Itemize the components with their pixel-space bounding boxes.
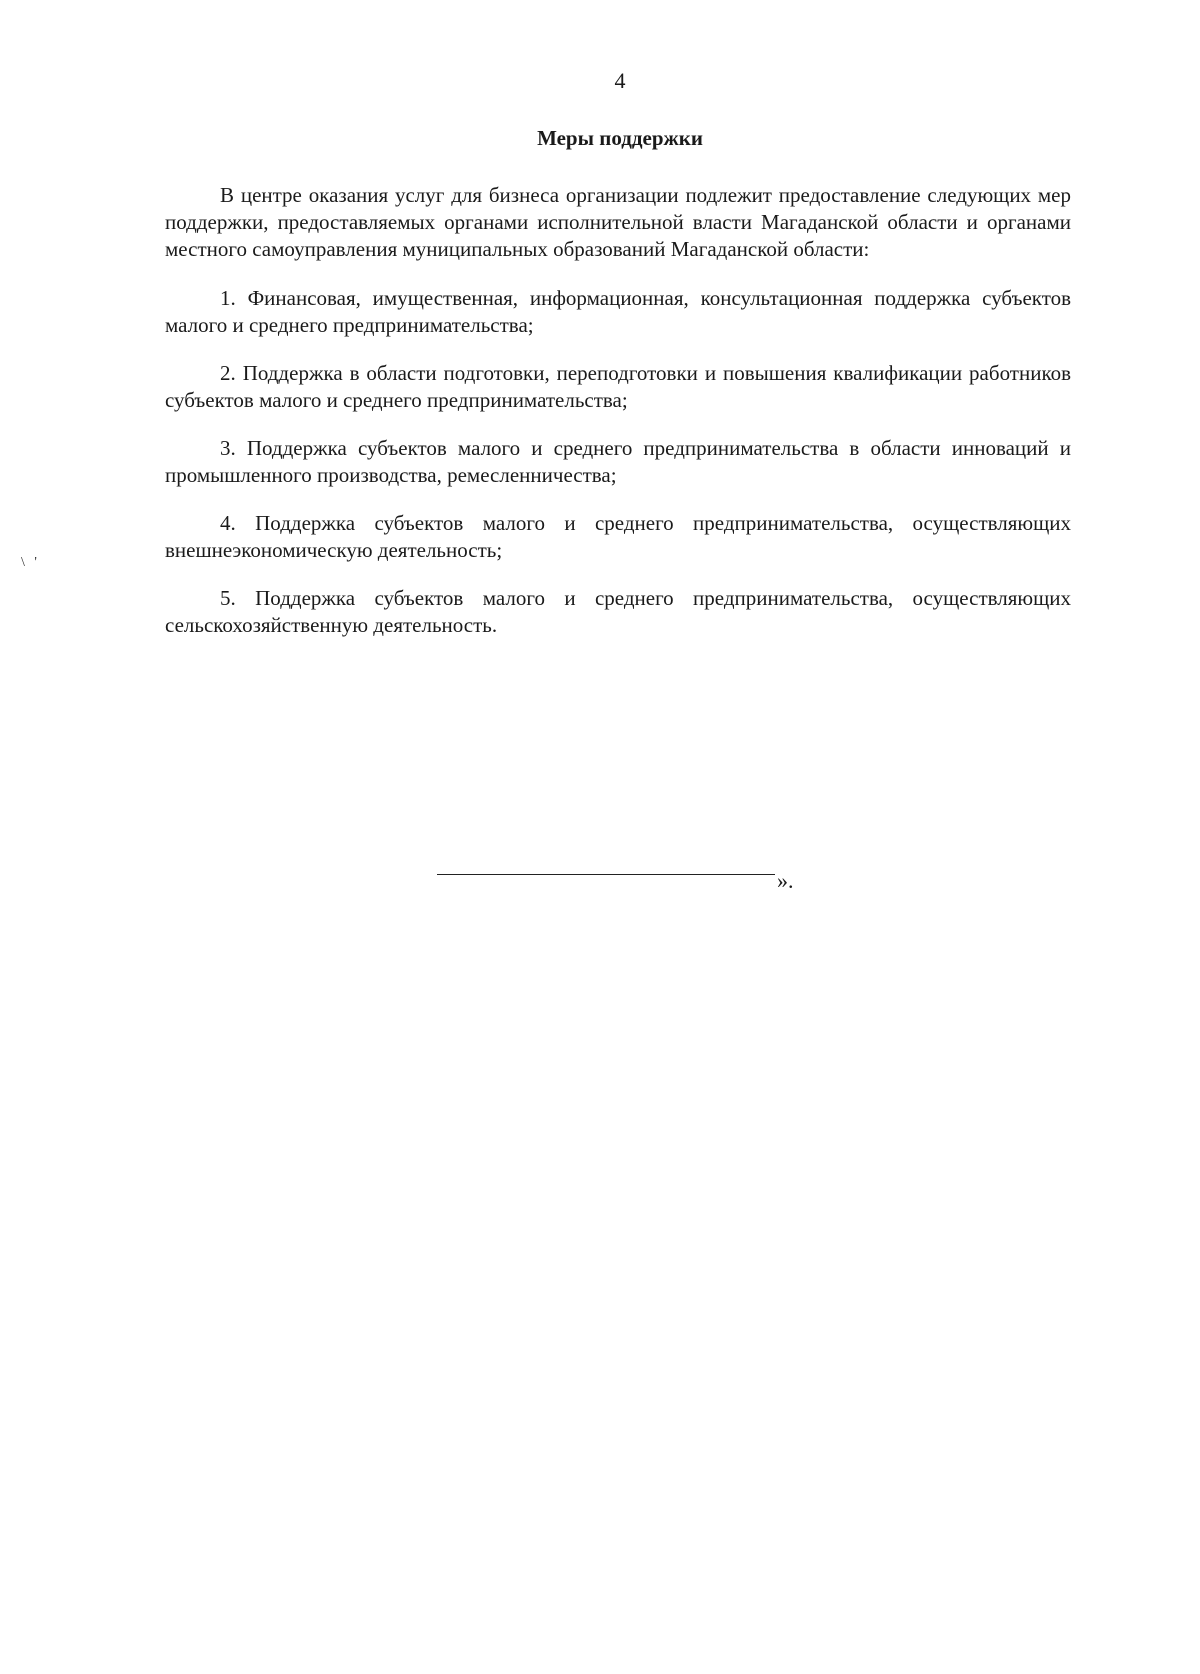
list-item-number: 2. (220, 361, 236, 385)
list-item-text: Поддержка субъектов малого и среднего предпринимательства, осуществляющих внешнеэкономическую деятельность; (165, 511, 1071, 562)
closing-line (437, 873, 775, 875)
list-item-5 (165, 585, 1071, 639)
list-item-3 (165, 435, 1071, 489)
list-item-4 (165, 510, 1071, 564)
scan-margin-mark: \ ' (21, 555, 40, 570)
document-body (165, 182, 1071, 660)
list-item-text: Поддержка субъектов малого и среднего предпринимательства, осуществляющих сельскохозяйственную деятельность. (165, 586, 1071, 637)
list-item-number: 4. (220, 511, 236, 535)
list-item-number: 3. (220, 436, 236, 460)
list-item-text: Поддержка субъектов малого и среднего предпринимательства в области инноваций и промышленного производства, ремесленничества; (165, 436, 1071, 487)
list-item-number: 1. (220, 286, 236, 310)
list-item-2 (165, 360, 1071, 414)
intro-paragraph: В центре оказания услуг для бизнеса организации подлежит предоставление следующих мер поддержки, предоставляемых органами исполнительной власти Магаданской области и органами местного самоуправления муниципальных образований Магаданской области: (165, 183, 1071, 261)
list-item-text: Поддержка в области подготовки, переподготовки и повышения квалификации работников субъектов малого и среднего предпринимательства; (165, 361, 1071, 412)
page-title: Меры поддержки (537, 126, 703, 150)
closing-quote: ». (777, 868, 794, 893)
list-item-text: Финансовая, имущественная, информационная, консультационная поддержка субъектов малого и среднего предпринимательства; (165, 286, 1072, 337)
page-number: 4 (614, 68, 626, 93)
list-item-number: 5. (220, 586, 236, 610)
list-item-1 (165, 285, 1071, 339)
